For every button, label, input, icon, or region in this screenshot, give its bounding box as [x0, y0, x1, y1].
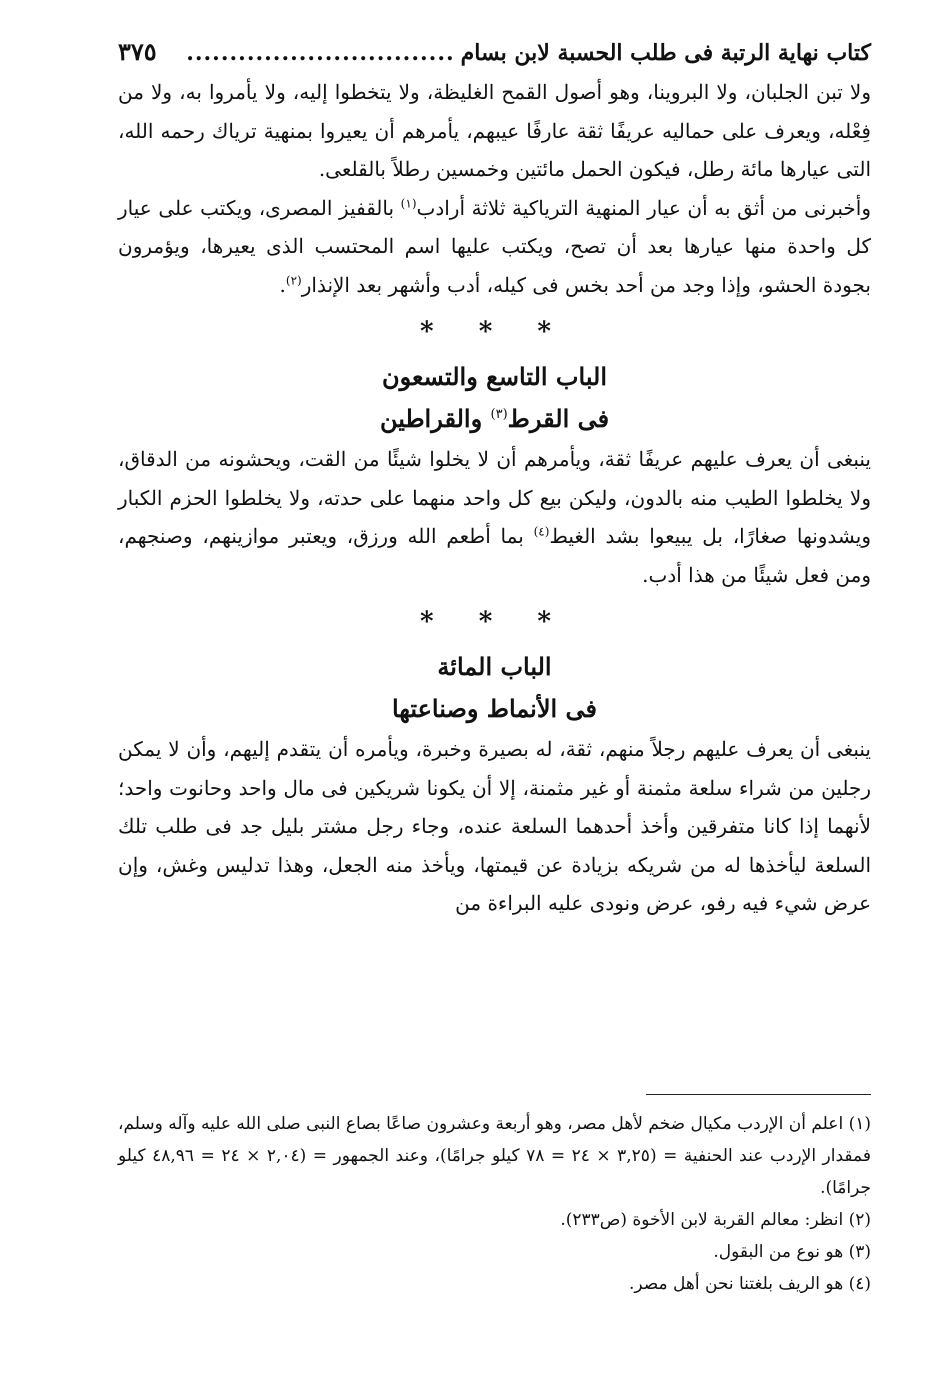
- section-divider-stars-1: * * *: [420, 317, 569, 347]
- chapter-99-subtitle: [118, 398, 871, 440]
- header-leader-dots: ...............................: [186, 40, 455, 66]
- footnote-4: (٤) هو الريف بلغتنا نحن أهل مصر.: [628, 1274, 871, 1294]
- paragraph-2: [118, 189, 871, 305]
- paragraph-4: ينبغى أن يعرف عليهم رجلاً منهم، ثقة، له بصيرة وخبرة، ويأمره أن يتقدم إليهم، وأن لا يمكن رجلين من شراء سلعة مثمنة أو غير مثمنة، إلا أن يكونا شريكين فى مال واحد وحانوت واحد؛ لأنهما إذا كانا متفرقين وأخذ أحدهما السلعة عنده، وجاء رجل مشتر بليل جد فى طلب تلك السلعة ليأخذها له من شريكه بزيادة عن قيمتها، ويأخذ منه الجعل، وهذا تدليس وغش، وإن عرض شيء فيه رفو، عرض ونودى عليه البراءة من: [118, 737, 871, 915]
- running-header: [118, 32, 871, 73]
- paragraph-2-text-a: وأخبرنى من أثق به أن عيار المنهية الترياكية ثلاثة أرادب: [416, 195, 871, 220]
- chapter-99-subtitle-a: فى القرط: [507, 404, 610, 433]
- paragraph-3-text-a: ينبغى أن يعرف عليهم عريفًا ثقة، ويأمرهم أن لا يخلوا شيئًا من القت، ويحشونه من الدقاق، ولا يخلطوا الطيب منه بالدون، وليكن بيع كل واحد منهما على حدته، ولا يخلطوا الحزم الكبار ويشدونها صغارًا، بل يبيعوا بشد الغيط: [118, 447, 871, 548]
- footnote-2: (٢) انظر: معالم القربة لابن الأخوة (ص٢٣٣).: [560, 1210, 871, 1230]
- footnote-separator: [646, 1094, 871, 1095]
- section-divider-stars-2: * * *: [420, 607, 569, 637]
- paragraph-3: [118, 440, 871, 594]
- paragraph-3-text-b: بما أطعم الله ورزق، ويعتبر موازينهم، وصنجهم، ومن فعل شيئًا من هذا أدب.: [118, 524, 871, 587]
- paragraph-2-text-b: بالقفيز المصرى، ويكتب على عيار كل واحدة منها عيارها بعد أن تصح، ويكتب عليها اسم المحتسب الذى يعيرها، ويؤمرون بجودة الحشو، وإذا وجد من أحد بخس فى كيله، أدب وأشهر بعد الإنذار: [118, 195, 871, 297]
- chapter-99-subtitle-b: والقراطين: [379, 404, 491, 433]
- footnote-ref-2: (٢): [285, 272, 302, 287]
- chapter-100-subtitle: فى الأنماط وصناعتها: [391, 694, 598, 723]
- footnote-3: (٣) هو نوع من البقول.: [713, 1242, 871, 1262]
- book-title: كتاب نهاية الرتبة فى طلب الحسبة لابن بسام: [460, 40, 871, 66]
- footnote-ref-4: (٤): [533, 524, 550, 539]
- page-number: ٣٧٥: [118, 37, 157, 66]
- chapter-100-title: الباب المائة: [437, 652, 552, 681]
- footnote-ref-1: (١): [400, 195, 417, 210]
- footnote-1: (١) اعلم أن الإردب مكيال ضخم لأهل مصر، وهو أربعة وعشرون صاعًا بصاع النبى صلى الله عليه وآله وسلم، فمقدار الإردب عند الحنفية = (٣,٢٥ × ٢٤ = ٧٨ كيلو جرامًا)، وعند الجمهور = (٢,٠٤ × ٢٤ = ٤٨,٩٦ كيلو جرامًا).: [118, 1114, 871, 1198]
- paragraph-2-end: .: [279, 272, 286, 297]
- footnotes: [118, 1108, 871, 1300]
- paragraph-1: ولا تبن الجلبان، ولا البروينا، وهو أصول القمح الغليظة، ولا يتخطوا إليه، ولا يأمروا به، ولا من فِعْله، ويعرف على حماليه عريفًا ثقة عارفًا عيبهم، يأمرهم أن يعيروا بمنهية ترياك رحمه الله، التى عيارها مائة رطل، فيكون الحمل مائتين وخمسين رطلاً بالقلعى.: [118, 80, 871, 181]
- footnote-ref-3: (٣): [490, 407, 508, 422]
- chapter-99-title: الباب التاسع والتسعون: [381, 362, 608, 391]
